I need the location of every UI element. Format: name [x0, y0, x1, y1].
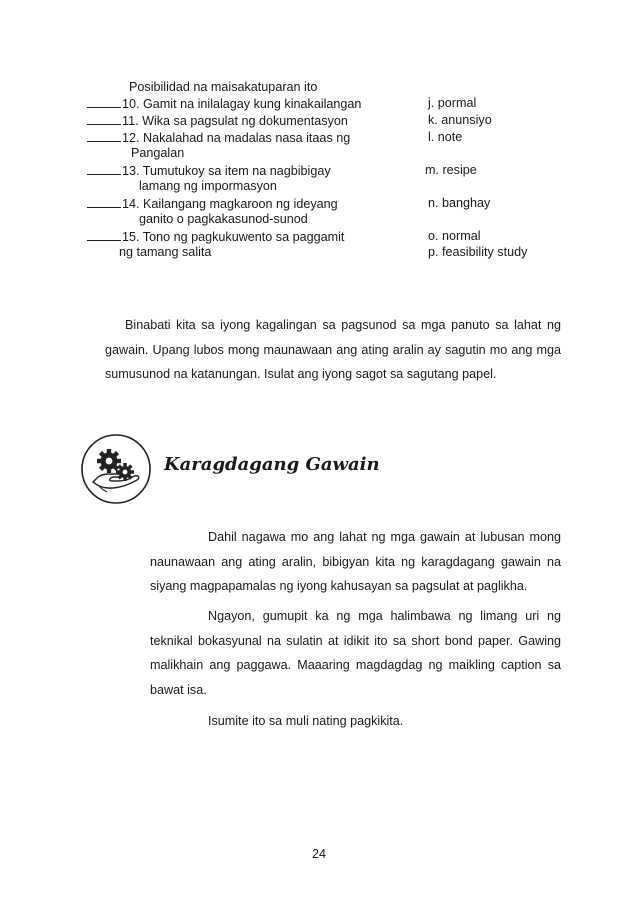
- matching-item-14-cont: ganito o pagkakasunod-sunod: [139, 212, 308, 226]
- choice-m: m. resipe: [425, 163, 477, 177]
- choice-l: l. note: [428, 130, 463, 144]
- answer-blank[interactable]: [87, 163, 121, 175]
- matching-item-12: 12. Nakalahad na madalas nasa itaas ng: [87, 130, 350, 146]
- answer-blank[interactable]: [87, 113, 121, 125]
- answer-blank[interactable]: [87, 96, 121, 108]
- answer-blank[interactable]: [87, 130, 121, 142]
- answer-blank[interactable]: [87, 196, 121, 208]
- page-number: 24: [311, 847, 326, 861]
- matching-item-10: 10. Gamit na inilalagay kung kinakailangan: [87, 96, 361, 112]
- choice-o: o. normal: [428, 229, 481, 243]
- matching-item-11: 11. Wika sa pagsulat ng dokumentasyon: [87, 113, 348, 129]
- choice-n: n. banghay: [428, 196, 491, 210]
- section-title: Karagdagang Gawain: [164, 454, 380, 475]
- activity-paragraph-3: Isumite ito sa muli nating pagkikita.: [208, 714, 404, 728]
- matching-intro: Posibilidad na maisakatuparan ito: [129, 80, 318, 94]
- gears-hand-icon: [79, 432, 153, 506]
- congrats-paragraph: Binabati kita sa iyong kagalingan sa pagsunod sa mga panuto sa lahat ng gawain. Upang lubos mong maunawaan ang ating aralin ay sagutin mo ang mga sumusunod na katanungan. Isulat ang iyong sagot sa sagutang papel.: [105, 318, 561, 381]
- answer-blank[interactable]: [87, 229, 121, 241]
- choice-k: k. anunsiyo: [428, 113, 492, 127]
- matching-item-15: 15. Tono ng pagkukuwento sa paggamit: [87, 229, 344, 245]
- matching-item-13: 13. Tumutukoy sa item na nagbibigay: [87, 163, 331, 179]
- matching-item-15-cont: ng tamang salita: [119, 245, 212, 259]
- activity-paragraph-2: Ngayon, gumupit ka ng mga halimbawa ng limang uri ng teknikal bokasyunal na sulatin at idikit ito sa short bond paper. Gawing malikhain ang paggawa. Maaaring magdagdag ng maikling caption sa bawat isa.: [150, 609, 561, 697]
- choice-j: j. pormal: [428, 96, 477, 110]
- matching-item-14: 14. Kailangang magkaroon ng ideyang: [87, 196, 338, 212]
- choice-p: p. feasibility study: [428, 245, 528, 259]
- matching-item-13-cont: lamang ng impormasyon: [139, 179, 277, 193]
- matching-item-12-cont: Pangalan: [131, 146, 185, 160]
- activity-paragraph-1: Dahil nagawa mo ang lahat ng mga gawain at lubusan mong naunawaan ang ating aralin, bibigyan kita ng karagdagang gawain na siyang magpapamalas ng iyong kahusayan sa pagsulat at paglikha.: [150, 530, 561, 593]
